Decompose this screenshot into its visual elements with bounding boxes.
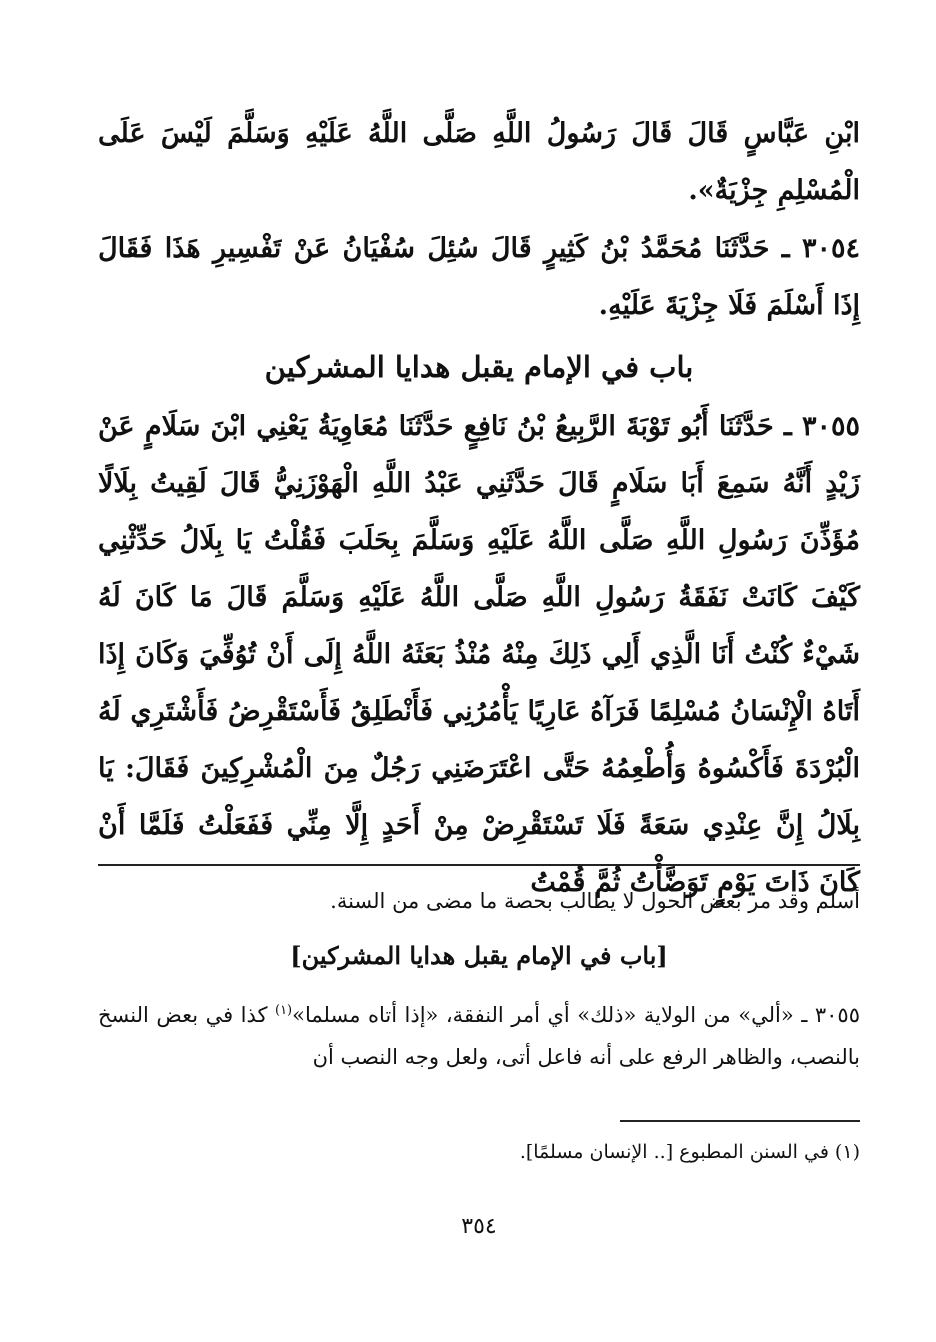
hadith-3054: ٣٠٥٤ ـ حَدَّثَنَا مُحَمَّدُ بْنُ كَثِيرٍ قَالَ سُئِلَ سُفْيَانُ عَنْ تَفْسِيرِ هَذَا فَقَالَ إِذَا أَسْلَمَ فَلَا جِزْيَةَ عَلَيْهِ. xyxy=(98,233,860,321)
chapter-heading: باب في الإمام يقبل هدايا المشركين xyxy=(264,350,694,384)
commentary-paragraph xyxy=(98,990,860,1078)
footnote-marker: (١) xyxy=(274,1003,293,1018)
commentary-text-before: ٣٠٥٥ ـ «ألي» من الولاية «ذلك» أي أمر النفقة، «إذا أتاه مسلما» xyxy=(292,1003,860,1027)
commentary-line-1: أسلم وقد مر بعض الحول لا يطالب بحصة ما مضى من السنة. xyxy=(330,889,860,913)
commentary-heading: [باب في الإمام يقبل هدايا المشركين] xyxy=(290,941,668,970)
page-number: ٣٥٤ xyxy=(461,1214,497,1239)
document-page xyxy=(98,0,860,1342)
hadith-3055: ٣٠٥٥ ـ حَدَّثَنَا أَبُو تَوْبَةَ الرَّبِيعُ بْنُ نَافِعٍ حَدَّثَنَا مُعَاوِيَةُ يَعْنِي ابْنَ سَلَامٍ عَنْ زَيْدٍ أَنَّهُ سَمِعَ أَبَا سَلَامٍ قَالَ حَدَّثَنِي عَبْدُ اللَّهِ الْهَوْزَنِيُّ قَالَ لَقِيتُ بِلَالًا مُؤَذِّنَ رَسُولِ اللَّهِ صَلَّى اللَّهُ عَلَيْهِ وَسَلَّمَ بِحَلَبَ فَقُلْتُ يَا بِلَالُ حَدِّثْنِي كَيْفَ كَانَتْ نَفَقَةُ رَسُولِ اللَّهِ صَلَّى اللَّهُ عَلَيْهِ وَسَلَّمَ قَالَ مَا كَانَ لَهُ شَيْءٌ كُنْتُ أَنَا الَّذِي أَلِي ذَلِكَ مِنْهُ مُنْذُ بَعَثَهُ اللَّهُ إِلَى أَنْ تُوُفِّيَ وَكَانَ إِذَا أَتَاهُ الْإِنْسَانُ مُسْلِمًا فَرَآهُ عَارِيًا يَأْمُرُنِي فَأَنْطَلِقُ فَأَسْتَقْرِضُ فَأَشْتَرِي لَهُ الْبُرْدَةَ فَأَكْسُوهُ وَأُطْعِمُهُ حَتَّى اعْتَرَضَنِي رَجُلٌ مِنَ الْمُشْرِكِينَ فَقَالَ: يَا بِلَالُ إِنَّ عِنْدِي سَعَةً فَلَا تَسْتَقْرِضْ مِنْ أَحَدٍ إِلَّا مِنِّي فَفَعَلْتُ فَلَمَّا أَنْ كَانَ ذَاتَ يَوْمٍ تَوَضَّأْتُ ثُمَّ قُمْتُ xyxy=(98,411,860,898)
footnote: (١) في السنن المطبوع [.. الإنسان مسلمًا]. xyxy=(519,1141,860,1163)
hadith-3053-end: ابْنِ عَبَّاسٍ قَالَ قَالَ رَسُولُ اللَّهِ صَلَّى اللَّهُ عَلَيْهِ وَسَلَّمَ لَيْسَ عَلَى الْمُسْلِمِ جِزْيَةٌ». xyxy=(98,118,860,206)
footnote-divider xyxy=(620,1120,860,1122)
commentary-text-after: كذا في بعض النسخ بالنصب، والظاهر الرفع على أنه فاعل أتى، ولعل وجه النصب أن xyxy=(98,1003,860,1069)
commentary-divider xyxy=(98,864,860,866)
